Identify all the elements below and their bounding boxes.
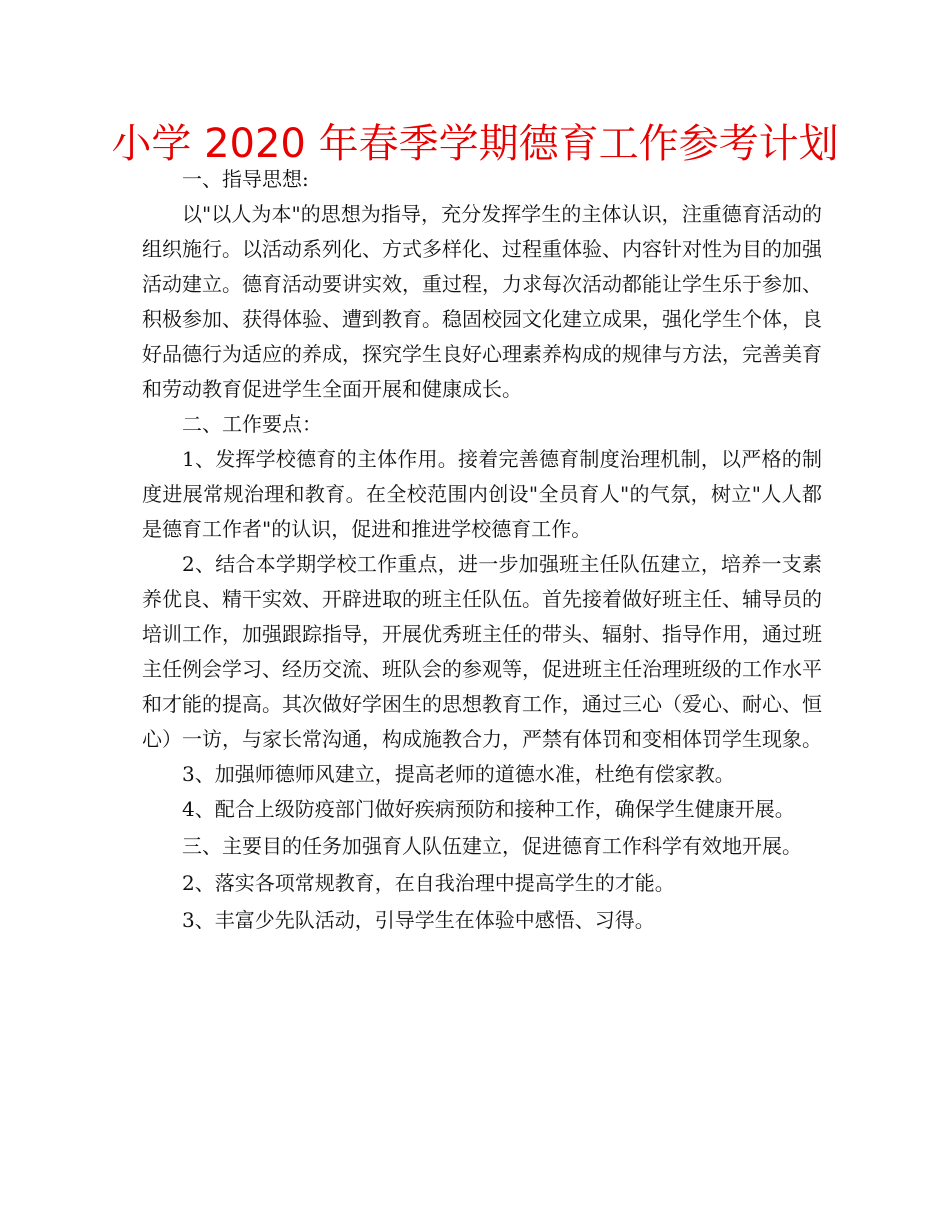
- section-heading-guiding-thought: 一、指导思想:: [182, 167, 309, 191]
- paragraph-task-3: 3、丰富少先队活动，引导学生在体验中感悟、习得。: [182, 908, 655, 932]
- paragraph-point-2: 2、结合本学期学校工作重点，进一步加强班主任队伍建立，培养一支素养优良、精干实效、开辟进取的班主任队伍。首先接着做好班主任、辅导员的培训工作，加强跟踪指导，开展优秀班主任的带头、辐射、指导作用，通过班主任例会学习、经历交流、班队会的参观等，促进班主任治理班级的工作水平和才能的提高。其次做好学困生的思想教育工作，通过三心（爱心、耐心、恒心）一访，与家长常沟通，构成施教合力，严禁有体罚和变相体罚学生现象。: [142, 552, 822, 751]
- paragraph-task-2: 2、落实各项常规教育，在自我治理中提高学生的才能。: [182, 871, 675, 895]
- section-heading-work-points: 二、工作要点：: [182, 412, 322, 436]
- section-heading-main-tasks: 三、主要目的任务加强育人队伍建立，促进德育工作科学有效地开展。: [182, 834, 802, 858]
- document-title: 小学 2020 年春季学期德育工作参考计划: [111, 121, 839, 167]
- paragraph-point-4: 4、配合上级防疫部门做好疾病预防和接种工作，确保学生健康开展。: [182, 797, 795, 821]
- document-body: [142, 162, 822, 938]
- paragraph-point-3: 3、加强师德师风建立，提高老师的道德水准，杜绝有偿家教。: [182, 762, 735, 786]
- paragraph-guiding-thought: 以"以人为本"的思想为指导，充分发挥学生的主体认识，注重德育活动的组织施行。以活动系列化、方式多样化、过程重体验、内容针对性为目的加强活动建立。德育活动要讲实效，重过程，力求每次活动都能让学生乐于参加、积极参加、获得体验、遭到教育。稳固校园文化建立成果，强化学生个体，良好品德行为适应的养成，探究学生良好心理素养构成的规律与方法，完善美育和劳动教育促进学生全面开展和健康成长。: [142, 202, 822, 401]
- paragraph-point-1: 1、发挥学校德育的主体作用。接着完善德育制度治理机制，以严格的制度进展常规治理和教育。在全校范围内创设"全员育人"的气氛，树立"人人都是德育工作者"的认识，促进和推进学校德育工作。: [142, 447, 822, 541]
